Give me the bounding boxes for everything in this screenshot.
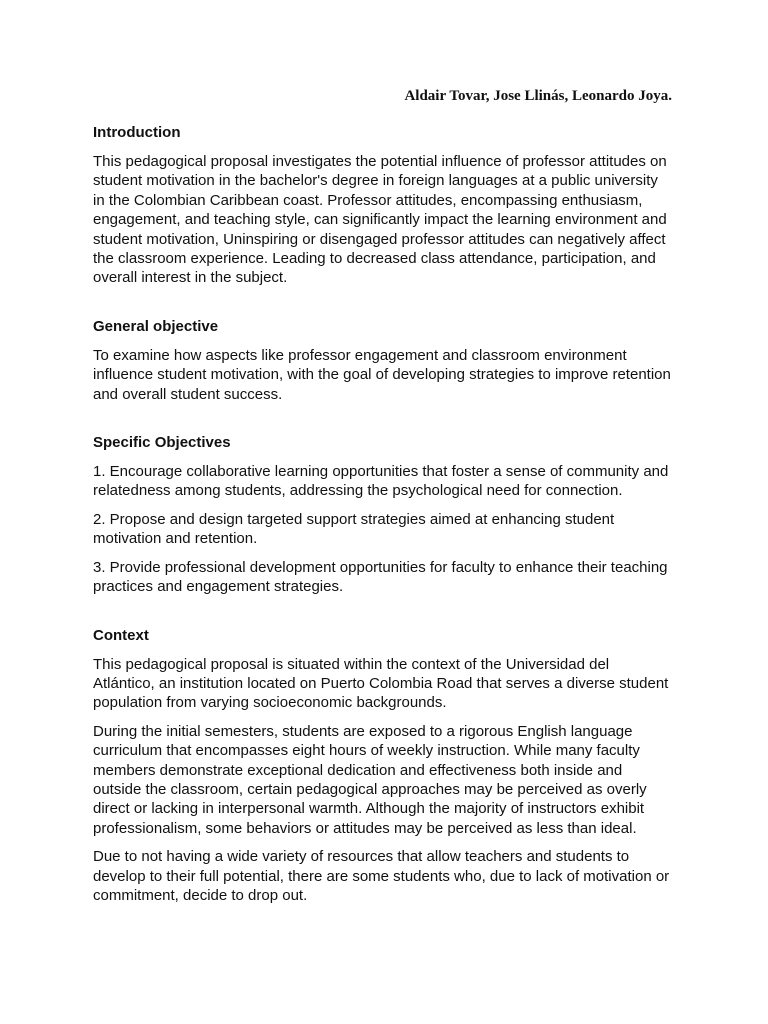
section-general-objective — [93, 317, 672, 404]
objective-item: 1. Encourage collaborative learning opportunities that foster a sense of community and relatedness among students, addressing the psychological need for connection. — [93, 463, 669, 500]
paragraph: This pedagogical proposal is situated within the context of the Universidad del Atlántico, an institution located on Puerto Colombia Road that serves a diverse student population from varying socioeconomic backgrounds. — [93, 655, 669, 712]
section-heading: Context — [93, 626, 149, 644]
paragraph: Due to not having a wide variety of resources that allow teachers and students to develop to their full potential, there are some students who, due to lack of motivation or commitment, decide to drop out. — [93, 848, 670, 904]
section-heading: Specific Objectives — [93, 434, 231, 452]
authors-line: Aldair Tovar, Jose Llinás, Leonardo Joya. — [404, 88, 672, 104]
paragraph: During the initial semesters, students are exposed to a rigorous English language curriculum that encompasses eight hours of weekly instruction. While many faculty members demonstrate exceptional dedication and effectiveness both inside and outside the classroom, certain pedagogical approaches may be perceived as overly direct or lacking in interpersonal warmth. Although the majority of instructors exhibit professionalism, some behaviors or attitudes may be perceived as less than ideal. — [93, 722, 647, 837]
objective-item: 3. Provide professional development opportunities for faculty to enhance their teaching practices and engagement strategies. — [93, 558, 668, 596]
section-heading: Introduction — [93, 124, 181, 141]
section-specific-objectives — [93, 433, 672, 596]
paragraph: This pedagogical proposal investigates the potential influence of professor attitudes on student motivation in the bachelor's degree in foreign languages at a public university in the Colombian Caribbean coast. Professor attitudes, encompassing enthusiasm, engagement, and teaching style, can significantly impact the learning environment and student motivation, Uninspiring or disengaged professor attitudes can negatively affect the classroom experience. Leading to decreased class attendance, participation, and overall interest in the subject. — [93, 153, 667, 287]
section-context — [93, 626, 672, 906]
section-introduction — [93, 123, 672, 288]
paragraph: To examine how aspects like professor engagement and classroom environment influence student motivation, with the goal of developing strategies to improve retention and overall student success. — [93, 346, 671, 403]
section-heading: General objective — [93, 317, 219, 335]
objective-item: 2. Propose and design targeted support strategies aimed at enhancing student motivation and retention. — [93, 510, 615, 548]
